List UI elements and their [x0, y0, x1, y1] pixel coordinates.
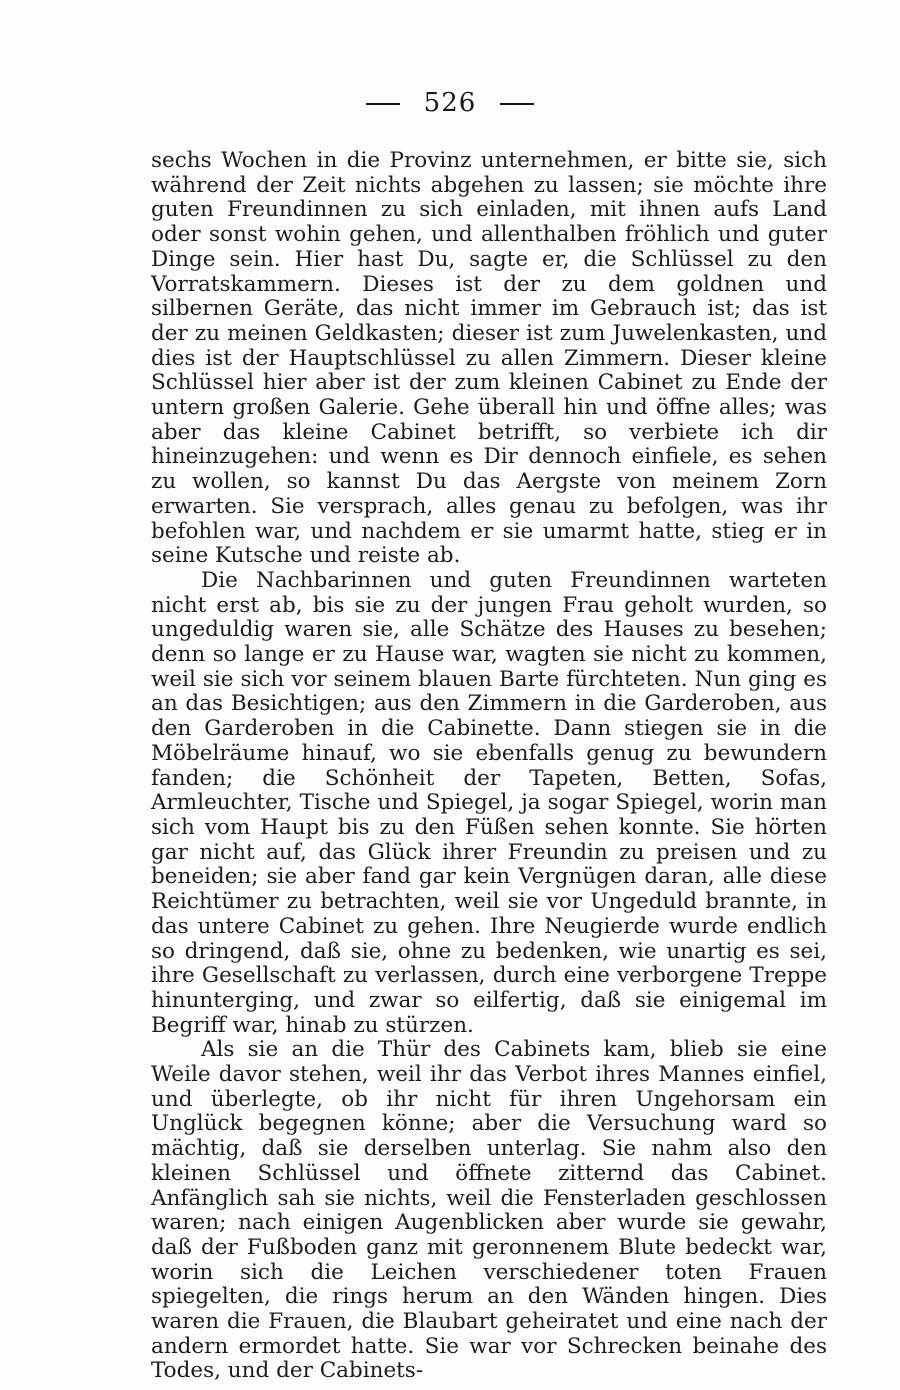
page-header: [0, 88, 900, 118]
page-number: 526: [423, 88, 477, 118]
body-text: [151, 149, 827, 1384]
header-dash-left: [366, 103, 400, 105]
paragraph: Als sie an die Thür des Cabinets kam, blieb sie eine Weile davor stehen, weil ihr das Verbot ihres Mannes einfiel, und überlegte, ob ihr nicht für ihren Ungehorsam ein Unglück begegnen könne; aber die Versuchung ward so mächtig, daß sie derselben unterlag. Sie nahm also den kleinen Schlüssel und öffnete zitternd das Cabinet. Anfänglich sah sie nichts, weil die Fensterladen geschlossen waren; nach einigen Augenblicken aber wurde sie gewahr, daß der Fußboden ganz mit geronnenem Blute bedeckt war, worin sich die Leichen verschiedener toten Frauen spiegelten, die rings herum an den Wänden hingen. Dies waren die Frauen, die Blaubart geheiratet und eine nach der andern ermordet hatte. Sie war vor Schrecken beinahe des Todes, und der Cabinets-: [151, 1037, 827, 1384]
paragraph: Die Nachbarinnen und guten Freundinnen warteten nicht erst ab, bis sie zu der jungen Frau geholt wurden, so ungeduldig waren sie, alle Schätze des Hauses zu besehen; denn so lange er zu Hause war, wagten sie nicht zu kommen, weil sie sich vor seinem blauen Barte fürchteten. Nun ging es an das Besichtigen; aus den Zimmern in die Garderoben, aus den Garderoben in die Cabinette. Dann stiegen sie in die Möbelräume hinauf, wo sie ebenfalls genug zu bewundern fanden; die Schönheit der Tapeten, Betten, Sofas, Armleuchter, Tische und Spiegel, ja sogar Spiegel, worin man sich vom Haupt bis zu den Füßen sehen konnte. Sie hörten gar nicht auf, das Glück ihrer Freundin zu preisen und zu beneiden; sie aber fand gar kein Vergnügen daran, alle diese Reichtümer zu betrachten, weil sie vor Ungeduld brannte, in das untere Cabinet zu gehen. Ihre Neugierde wurde endlich so dringend, daß sie, ohne zu bedenken, wie unartig es sei, ihre Gesellschaft zu verlassen, durch eine verborgene Treppe hinunterging, und zwar so eilfertig, daß sie einigemal im Begriff war, hinab zu stürzen.: [151, 567, 827, 1038]
paragraph-continued: sechs Wochen in die Provinz unternehmen, er bitte sie, sich während der Zeit nichts abgehen zu lassen; sie möchte ihre guten Freundinnen zu sich einladen, mit ihnen aufs Land oder sonst wohin gehen, und allenthalben fröhlich und guter Dinge sein. Hier hast Du, sagte er, die Schlüssel zu den Vorratskammern. Dieses ist der zu dem goldnen und silbernen Geräte, das nicht immer im Gebrauch ist; das ist der zu meinen Geldkasten; dieser ist zum Juwelenkasten, und dies ist der Hauptschlüssel zu allen Zimmern. Dieser kleine Schlüssel hier aber ist der zum kleinen Cabinet zu Ende der untern großen Galerie. Gehe überall hin und öffne alles; was aber das kleine Cabinet betrifft, so verbiete ich dir hineinzugehen: und wenn es Dir dennoch einfiele, es sehen zu wollen, so kannst Du das Aergste von meinem Zorn erwarten. Sie versprach, alles genau zu befolgen, was ihr befohlen war, und nachdem er sie umarmt hatte, stieg er in seine Kutsche und reiste ab.: [151, 148, 827, 569]
header-dash-right: [500, 103, 534, 105]
